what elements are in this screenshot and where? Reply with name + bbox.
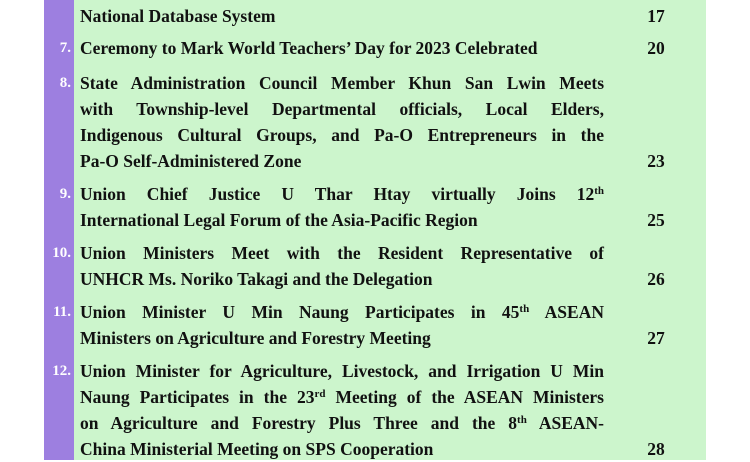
toc-entry-number: 8. (59, 75, 71, 91)
toc-entry-page: 25 (647, 210, 665, 230)
title-line: on Agriculture and Forestry Plus Three and the 8th ASEAN- (80, 413, 604, 433)
title-line: Naung Participates in the 23rd Meeting of the ASEAN Ministers (80, 387, 604, 407)
toc-entry-page: 28 (647, 439, 665, 459)
title-line: Union Minister U Min Naung Participates in 45th ASEAN (80, 302, 604, 322)
title-line: Indigenous Cultural Groups, and Pa-O Entrepreneurs in the (80, 125, 604, 145)
title-line: Ceremony to Mark World Teachers’ Day for 2023 Celebrated (80, 38, 538, 58)
toc-entry-number: 11. (53, 304, 71, 320)
toc-entry-number: 10. (52, 245, 71, 261)
toc-entry-page: 27 (647, 328, 665, 348)
toc-entry-title (80, 35, 604, 61)
toc-entry-number: 9. (59, 186, 71, 202)
toc-entry-title (80, 70, 604, 174)
toc-entry-page: 20 (647, 38, 665, 58)
title-line: with Township-level Departmental officials, Local Elders, (80, 99, 604, 119)
toc-entry-number: 12. (52, 363, 71, 379)
title-line: International Legal Forum of the Asia-Pacific Region (80, 210, 478, 230)
toc-entry-page: 17 (647, 6, 665, 26)
title-line: National Database System (80, 6, 276, 26)
toc-entry-title (80, 3, 604, 29)
title-line: China Ministerial Meeting on SPS Cooperation (80, 439, 434, 459)
title-line: Pa-O Self-Administered Zone (80, 151, 302, 171)
toc-entry-title (80, 358, 604, 462)
title-line: Union Chief Justice U Thar Htay virtually Joins 12th (80, 184, 604, 204)
toc-entry-title (80, 299, 604, 351)
number-column (44, 0, 74, 460)
toc-entry-number: 7. (59, 40, 71, 56)
title-line: Ministers on Agriculture and Forestry Meeting (80, 328, 431, 348)
toc-entry-title (80, 240, 604, 292)
toc-entry-page: 26 (647, 269, 665, 289)
title-line: Union Ministers Meet with the Resident Representative of (80, 243, 604, 263)
toc-entry-title (80, 181, 604, 233)
title-line: UNHCR Ms. Noriko Takagi and the Delegation (80, 269, 433, 289)
title-line: State Administration Council Member Khun San Lwin Meets (80, 73, 604, 93)
toc-entry-page: 23 (647, 151, 665, 171)
table-of-contents (44, 0, 706, 460)
title-line: Union Minister for Agriculture, Livestock, and Irrigation U Min (80, 361, 604, 381)
